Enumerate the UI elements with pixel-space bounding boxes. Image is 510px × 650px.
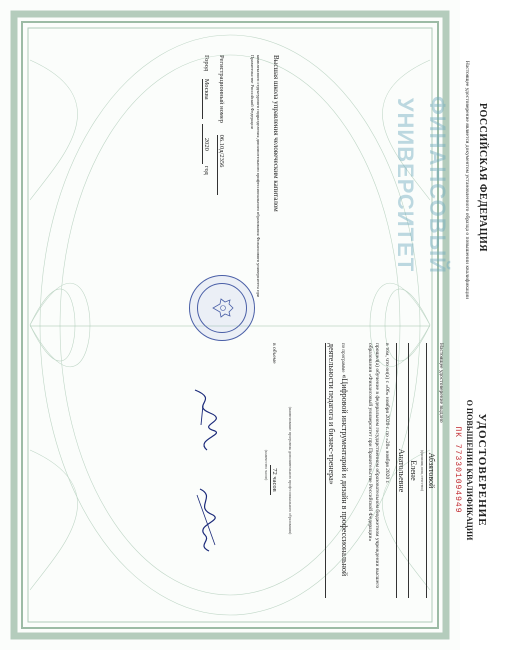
school-name: Высшая школа управления человеческим капиталом — [272, 55, 280, 212]
city-value: Москва — [202, 79, 210, 119]
program-intro: по программе — [340, 343, 345, 373]
volume-caption: (количество часов) — [264, 449, 268, 481]
year-label: год — [203, 165, 210, 175]
holder-surname: Абзятовой — [426, 343, 436, 598]
program-caption: (наименование программы дополнительного профессионального образования) — [288, 406, 292, 535]
city-label: Город — [203, 55, 210, 72]
university-watermark — [392, 85, 450, 285]
certificate-title: УДОСТОВЕРЕНИЕ — [476, 413, 488, 527]
school-subtitle: комплексного структурного подразделения дополнительного профессионального образования Финансового университета при Правительстве Российской Федерации — [250, 55, 261, 298]
holder-intro: Настоящее удостоверение выдано — [438, 343, 444, 423]
emblem-icon — [212, 298, 234, 318]
country-heading: РОССИЙСКАЯ ФЕДЕРАЦИЯ — [477, 102, 488, 252]
signature-director — [185, 385, 225, 455]
volume-value: 72 часов — [270, 465, 278, 495]
study-dates: в том, что он(а) с «06» ноября 2020 г. по «20» ноября 2020 г. — [384, 343, 390, 484]
certificate-number: ПК 773301094949 — [453, 426, 462, 514]
holder-name: Елене — [408, 343, 418, 598]
program-title: «Цифровой инструментарий и дизайн в профессиональной деятельности педагога и бизнес-тренера» — [327, 343, 349, 577]
organization-text: прошел(а) обучение в федеральном государственном образовательном бюджетном учреждении высшего образования «Финансовый университет при Правительстве Российской Федерации» — [367, 343, 380, 589]
registration-label: Регистрационный номер — [218, 55, 225, 123]
volume-row — [270, 343, 278, 598]
registration-row — [217, 55, 225, 195]
certificate-subtitle: О ПОВЫШЕНИИ КВАЛИФИКАЦИИ — [465, 399, 474, 541]
program-block — [325, 343, 350, 598]
certificate-left-half — [150, 45, 510, 310]
watermark-line-2: УНИВЕРСИТЕТ — [393, 97, 418, 273]
certificate-right-half — [150, 335, 510, 605]
city-row — [202, 55, 210, 175]
official-seal — [189, 275, 255, 341]
volume-label: в объеме — [271, 343, 277, 364]
registration-number: 06.10д/2356 — [217, 135, 225, 195]
intro-text: Настоящее удостоверение является документом установленного образца о повышении квалификации — [464, 60, 470, 300]
signature-secretary — [185, 485, 225, 555]
watermark-line-1: ФИНАНСОВЫЙ — [425, 96, 450, 274]
holder-patronymic: Анатольевне — [396, 343, 406, 598]
certificate-content — [150, 45, 510, 605]
fio-caption: (фамилия, имя, отчество) — [420, 450, 424, 491]
year-value: 2020 — [202, 124, 210, 164]
